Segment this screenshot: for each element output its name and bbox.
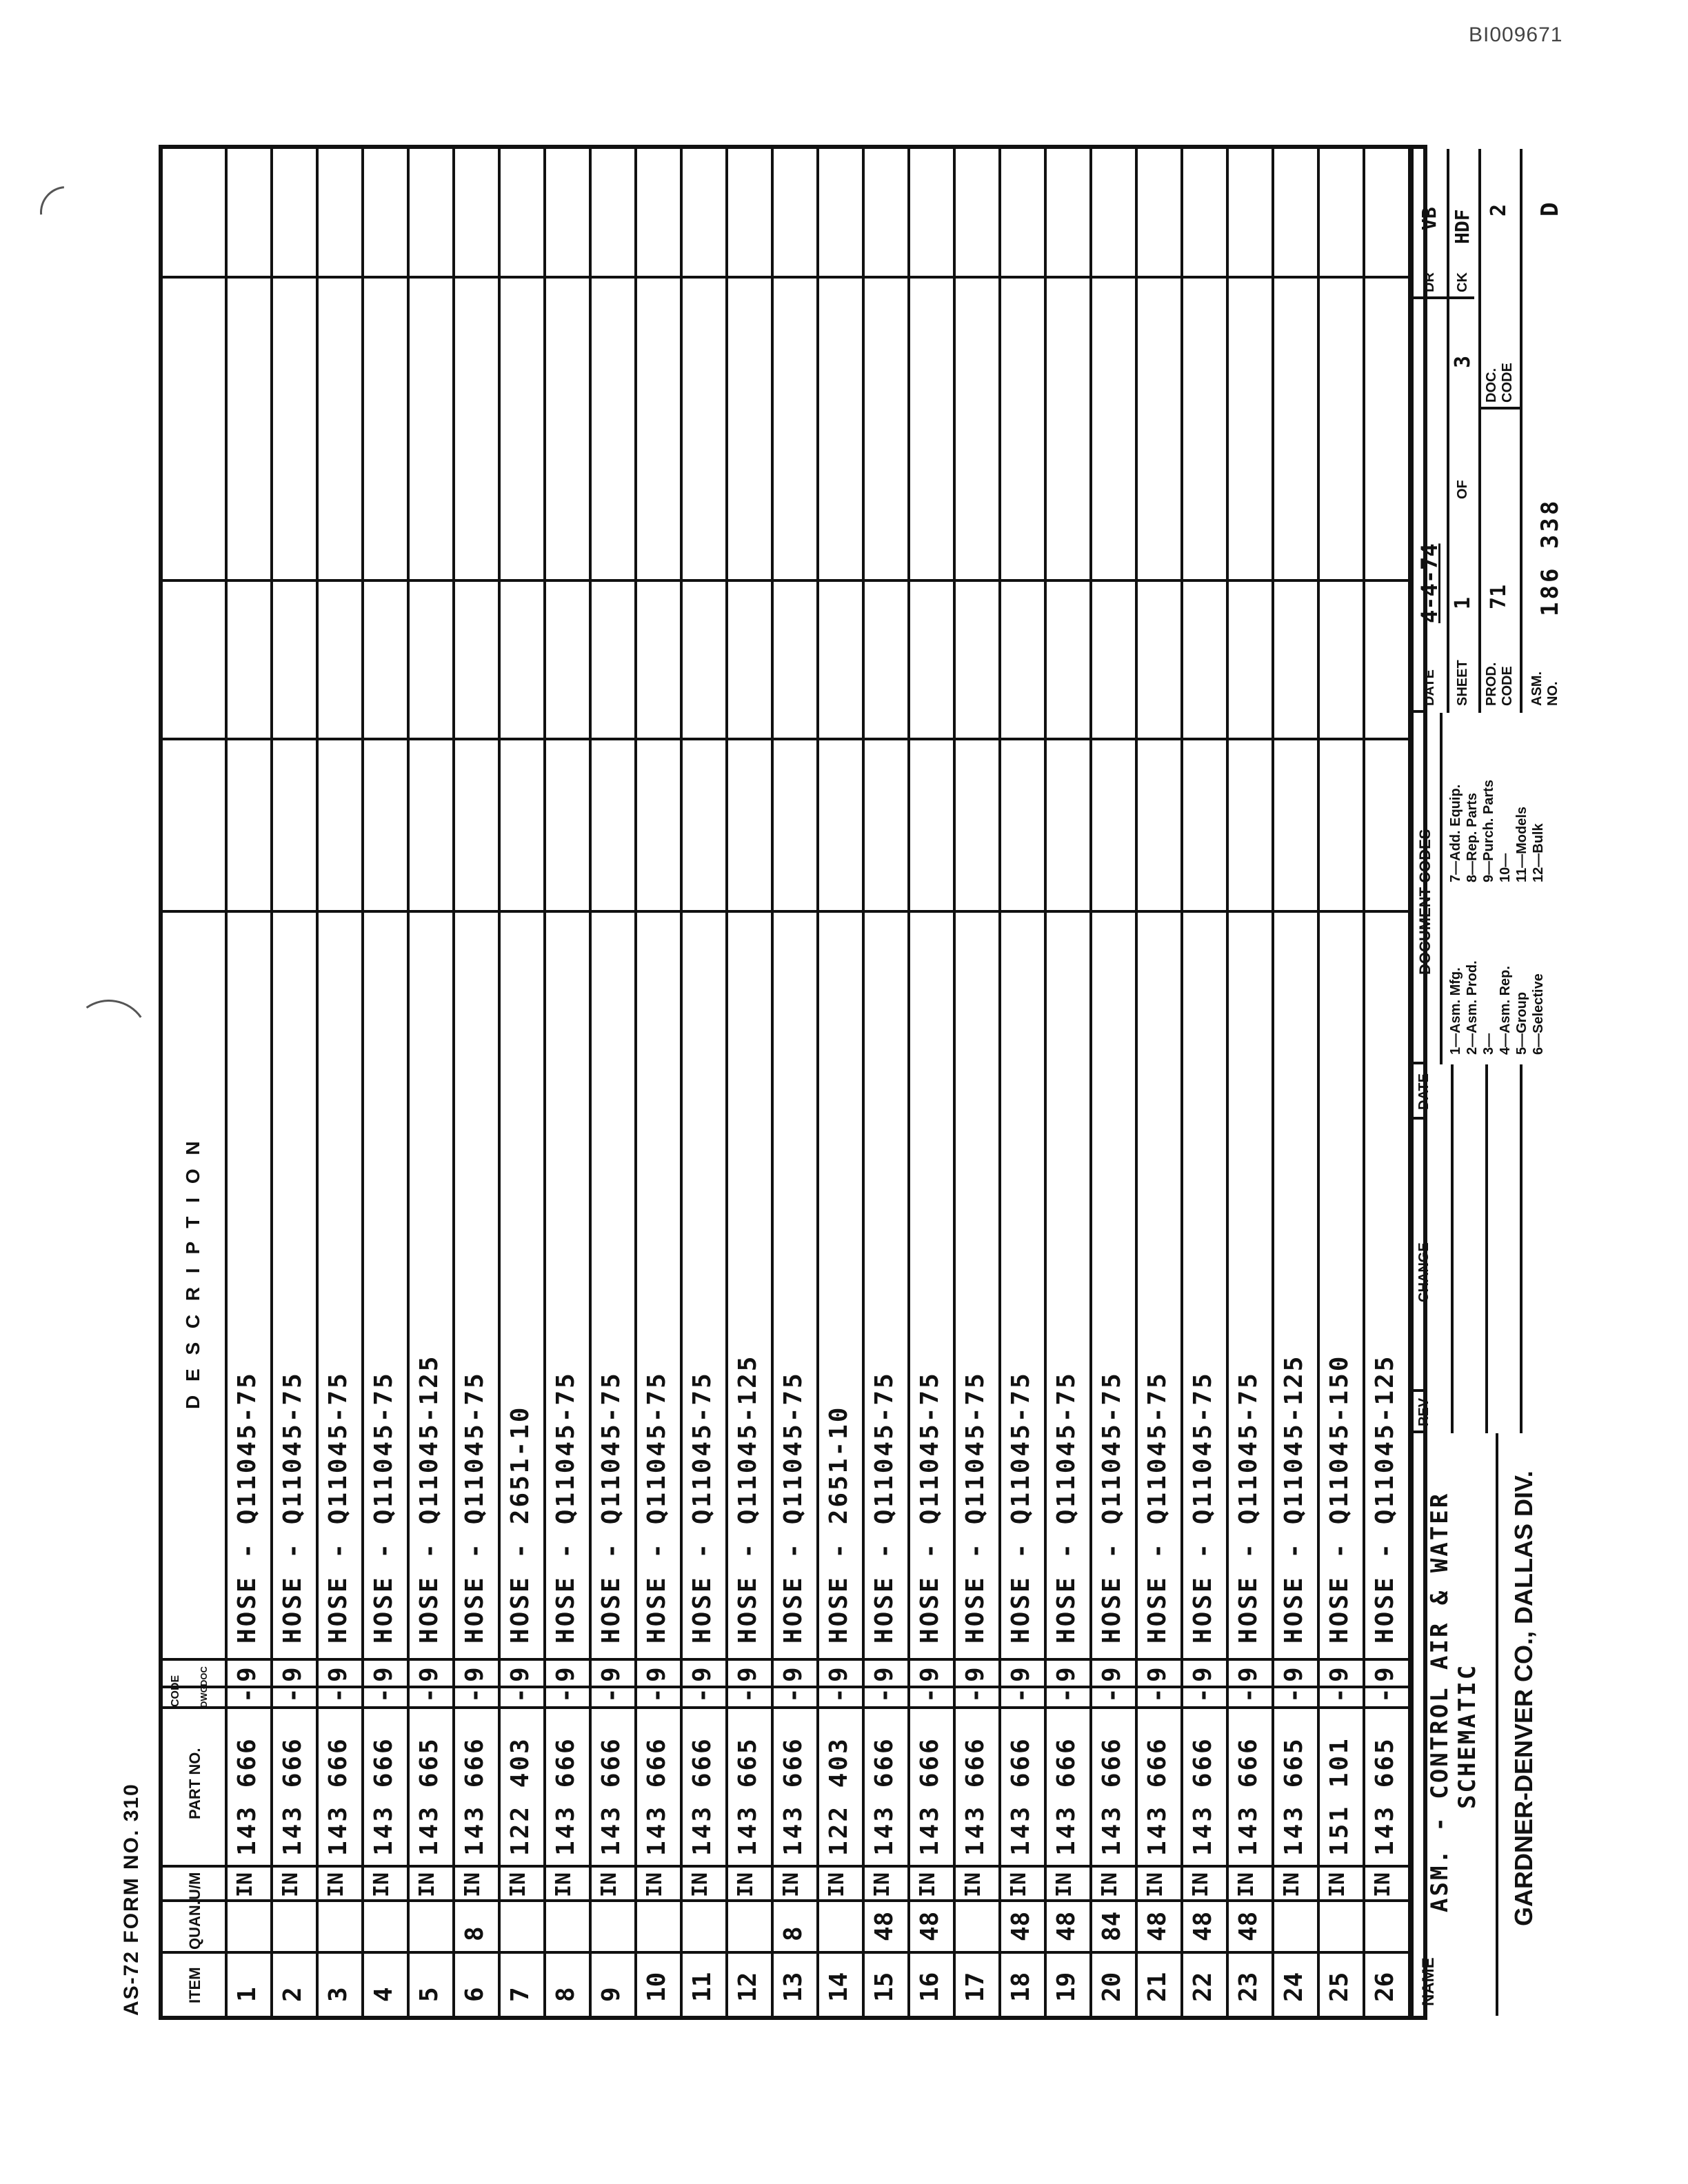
unit-of-measure: IN <box>233 1872 257 1897</box>
part-description: HOSE - Q11045-75 <box>324 1371 352 1644</box>
change-date-label: DATE <box>1416 1073 1431 1110</box>
quantity: 8 <box>779 1926 807 1941</box>
unit-of-measure: IN <box>1143 1872 1167 1897</box>
asm-revision-value: D <box>1536 202 1564 216</box>
row-rule <box>270 149 273 2016</box>
row-rule <box>771 149 774 2016</box>
drawn-by-value: VB <box>1418 207 1440 230</box>
doc-code: 9 <box>370 1667 398 1682</box>
row-rule <box>725 149 728 2016</box>
item-number: 11 <box>688 1972 716 2002</box>
item-number: 10 <box>643 1972 671 2002</box>
doc-code: 9 <box>324 1667 352 1682</box>
unit-of-measure: IN <box>1280 1872 1304 1897</box>
doc-code: 9 <box>552 1667 580 1682</box>
part-number: 143 665 <box>1371 1737 1399 1856</box>
dwg-code: - <box>597 1688 625 1703</box>
document-code-entry: 3— <box>1481 1033 1496 1055</box>
part-description: HOSE - Q11045-75 <box>1098 1371 1126 1644</box>
row-rule <box>907 149 910 2016</box>
info-rule <box>1478 149 1481 713</box>
document-code-entry: 4—Asm. Rep. <box>1498 966 1513 1055</box>
dwg-code: - <box>552 1688 580 1703</box>
dwg-code: - <box>461 1688 489 1703</box>
row-rule <box>862 149 865 2016</box>
dwg-code: - <box>324 1688 352 1703</box>
unit-of-measure: IN <box>506 1872 530 1897</box>
change-label: CHANGE <box>1416 1242 1431 1302</box>
item-number: 19 <box>1052 1972 1081 2002</box>
part-number: 151 101 <box>1325 1737 1354 1856</box>
document-code-entry: 6—Selective <box>1531 973 1546 1055</box>
document-code-entry: 8—Rep. Parts <box>1465 792 1480 882</box>
part-description: HOSE - Q11045-75 <box>688 1371 716 1644</box>
doc-code: 9 <box>916 1667 944 1682</box>
row-rule <box>1363 149 1365 2016</box>
item-number: 4 <box>370 1987 398 2002</box>
asm-no-value: 186 338 <box>1536 498 1564 616</box>
dwg-code: - <box>825 1688 853 1703</box>
doc-code: 9 <box>279 1667 307 1682</box>
document-codes-label: DOCUMENT CODES <box>1416 829 1434 975</box>
part-description: HOSE - 2651-10 <box>825 1405 853 1644</box>
row-rule <box>589 149 592 2016</box>
item-number: 15 <box>870 1972 898 2002</box>
part-number: 143 666 <box>1098 1737 1126 1856</box>
item-number: 25 <box>1325 1972 1354 2002</box>
row-rule <box>998 149 1001 2016</box>
dwg-code: - <box>916 1688 944 1703</box>
of-label: OF <box>1455 480 1470 499</box>
company-rule <box>1496 1433 1498 2016</box>
part-description: HOSE - Q11045-75 <box>1052 1371 1081 1644</box>
part-number: 143 666 <box>597 1737 625 1856</box>
doc-code: 9 <box>779 1667 807 1682</box>
item-number: 22 <box>1189 1972 1217 2002</box>
part-number: 143 665 <box>1280 1737 1308 1856</box>
unit-of-measure: IN <box>870 1872 894 1897</box>
part-number: 143 666 <box>1007 1737 1035 1856</box>
sheet-value: 1 <box>1451 596 1475 609</box>
doc-code: 9 <box>1325 1667 1354 1682</box>
unit-of-measure: IN <box>688 1872 712 1897</box>
dwg-code: - <box>1189 1688 1217 1703</box>
row-rule <box>634 149 637 2016</box>
row-rule <box>1317 149 1320 2016</box>
part-description: HOSE - Q11045-75 <box>233 1371 261 1644</box>
assembly-name: ASM. - CONTROL AIR & WATER <box>1426 1491 1454 1912</box>
doc-code-value: 2 <box>1487 203 1511 216</box>
item-number: 17 <box>961 1972 989 2002</box>
title-block-rule <box>1409 1117 1425 1120</box>
part-description: HOSE - Q11045-125 <box>1371 1354 1399 1644</box>
row-rule <box>1180 149 1183 2016</box>
parts-list-form <box>120 145 1564 2020</box>
doc-code: 9 <box>643 1667 671 1682</box>
unit-of-measure: IN <box>415 1872 439 1897</box>
part-description: HOSE - Q11045-75 <box>552 1371 580 1644</box>
change-row-rule <box>1520 1064 1523 1433</box>
part-number: 143 666 <box>552 1737 580 1856</box>
date-label: DATE <box>1422 669 1437 706</box>
document-code-entry: 2—Asm. Prod. <box>1465 960 1480 1055</box>
dwg-code: - <box>506 1688 534 1703</box>
part-number: 143 665 <box>734 1737 762 1856</box>
unit-of-measure: IN <box>324 1872 348 1897</box>
doc-code-label: DOC. CODE <box>1484 363 1515 403</box>
part-number: 143 666 <box>961 1737 989 1856</box>
parts-table <box>163 149 1564 2016</box>
dwg-code: - <box>415 1688 443 1703</box>
item-number: 2 <box>279 1987 307 2002</box>
part-number: 143 666 <box>279 1737 307 1856</box>
row-rule <box>543 149 546 2016</box>
quan-header: QUAN. <box>186 1901 203 1950</box>
title-block-rule <box>1409 1430 1425 1433</box>
row-rule <box>1226 149 1229 2016</box>
part-description: HOSE - Q11045-75 <box>643 1371 671 1644</box>
doc-code: 9 <box>688 1667 716 1682</box>
part-number: 143 665 <box>415 1737 443 1856</box>
info-rule <box>1478 407 1520 410</box>
doc-code: 9 <box>961 1667 989 1682</box>
part-number: 143 666 <box>870 1737 898 1856</box>
change-row-rule <box>1451 1064 1454 1433</box>
codes-rule <box>1440 713 1443 1064</box>
column-rule <box>163 276 1409 279</box>
dwg-code: - <box>1325 1688 1354 1703</box>
dwg-code: - <box>1234 1688 1263 1703</box>
unit-of-measure: IN <box>1098 1872 1122 1897</box>
doc-code: 9 <box>506 1667 534 1682</box>
part-number: 143 666 <box>461 1737 489 1856</box>
part-description: HOSE - Q11045-75 <box>916 1371 944 1644</box>
part-description: HOSE - Q11045-75 <box>961 1371 989 1644</box>
column-rule <box>163 1658 1409 1661</box>
sheet-label: SHEET <box>1455 660 1470 706</box>
dwg-code: - <box>370 1688 398 1703</box>
item-number: 26 <box>1371 1972 1399 2002</box>
quantity: 48 <box>1234 1911 1263 1941</box>
row-rule <box>498 149 501 2016</box>
document-code-entry: 1—Asm. Mfg. <box>1448 967 1463 1055</box>
doc-code: 9 <box>1234 1667 1263 1682</box>
description-header: D E S C R I P T I O N <box>182 1137 203 1409</box>
item-number: 6 <box>461 1987 489 2002</box>
part-description: HOSE - Q11045-75 <box>597 1371 625 1644</box>
part-description: HOSE - Q11045-125 <box>415 1354 443 1644</box>
scan-artifact-arc <box>29 175 103 249</box>
unit-of-measure: IN <box>1371 1872 1395 1897</box>
quantity: 48 <box>1052 1911 1081 1941</box>
title-block-rule <box>1409 1389 1425 1392</box>
doc-code: 9 <box>1052 1667 1081 1682</box>
document-code-entry: 7—Add. Equip. <box>1448 784 1463 882</box>
unit-of-measure: IN <box>370 1872 394 1897</box>
scan-artifact-arc <box>63 993 155 1086</box>
doc-code: 9 <box>1189 1667 1217 1682</box>
doc-code: 9 <box>597 1667 625 1682</box>
column-rule <box>163 738 1409 740</box>
unit-of-measure: IN <box>1052 1872 1076 1897</box>
unit-of-measure: IN <box>734 1872 758 1897</box>
item-number: 1 <box>233 1987 261 2002</box>
dwg-code: - <box>1143 1688 1172 1703</box>
row-rule <box>680 149 683 2016</box>
part-number: 143 666 <box>370 1737 398 1856</box>
unit-of-measure: IN <box>961 1872 985 1897</box>
quantity: 48 <box>1007 1911 1035 1941</box>
company-name: GARDNER-DENVER CO., DALLAS DIV. <box>1509 1470 1538 1926</box>
um-header: U/M <box>186 1872 203 1900</box>
part-number: 143 666 <box>233 1737 261 1856</box>
dwg-code: - <box>779 1688 807 1703</box>
part-description: HOSE - Q11045-125 <box>734 1354 762 1644</box>
document-code-entry: 9—Purch. Parts <box>1481 780 1496 882</box>
quantity: 48 <box>1189 1911 1217 1941</box>
item-number: 13 <box>779 1972 807 2002</box>
title-block-rule <box>1409 710 1425 713</box>
item-number: 8 <box>552 1987 580 2002</box>
dwg-code: - <box>1280 1688 1308 1703</box>
row-rule <box>361 149 364 2016</box>
dwg-code: - <box>643 1688 671 1703</box>
column-rule <box>163 1951 1409 1954</box>
row-rule <box>1272 149 1274 2016</box>
doc-code: 9 <box>1280 1667 1308 1682</box>
rev-label: REV <box>1416 1397 1431 1426</box>
part-description: HOSE - Q11045-75 <box>779 1371 807 1644</box>
document-code-entry: 10— <box>1498 853 1513 882</box>
quantity: 84 <box>1098 1911 1126 1941</box>
item-number: 24 <box>1280 1972 1308 2002</box>
row-rule <box>316 149 319 2016</box>
part-number: 122 403 <box>825 1737 853 1856</box>
item-number: 9 <box>597 1987 625 2002</box>
dwg-code: - <box>870 1688 898 1703</box>
part-number: 122 403 <box>506 1737 534 1856</box>
part-description: HOSE - Q11045-75 <box>1189 1371 1217 1644</box>
dwg-code: - <box>233 1688 261 1703</box>
unit-of-measure: IN <box>643 1872 667 1897</box>
title-block-rule <box>1409 149 1414 2016</box>
info-rule <box>1447 149 1449 713</box>
row-rule <box>452 149 455 2016</box>
item-number: 20 <box>1098 1972 1126 2002</box>
part-description: HOSE - Q11045-75 <box>870 1371 898 1644</box>
dwg-code: - <box>961 1688 989 1703</box>
doc-code: 9 <box>1007 1667 1035 1682</box>
row-rule <box>953 149 956 2016</box>
item-number: 12 <box>734 1972 762 2002</box>
part-number: 143 666 <box>643 1737 671 1856</box>
unit-of-measure: IN <box>597 1872 621 1897</box>
drawn-by-label: DR <box>1422 272 1437 292</box>
code-dwg-header: DWG <box>199 1686 209 1708</box>
change-row-rule <box>1485 1064 1488 1433</box>
row-rule <box>1089 149 1092 2016</box>
form-number: AS-72 FORM NO. 310 <box>120 1783 143 2016</box>
part-description: HOSE - Q11045-75 <box>370 1371 398 1644</box>
doc-code: 9 <box>734 1667 762 1682</box>
doc-code: 9 <box>233 1667 261 1682</box>
doc-code: 9 <box>870 1667 898 1682</box>
assembly-name-line2: SCHEMATIC <box>1454 1663 1481 1809</box>
document-code-entry: 11—Models <box>1514 806 1529 882</box>
prod-code-value: 71 <box>1487 584 1511 609</box>
dwg-code: - <box>1371 1688 1399 1703</box>
column-rule <box>163 910 1409 913</box>
row-rule <box>407 149 410 2016</box>
item-header: ITEM <box>186 1967 203 2003</box>
item-number: 7 <box>506 1987 534 2002</box>
doc-code: 9 <box>1371 1667 1399 1682</box>
part-number: 143 666 <box>916 1737 944 1856</box>
part-number: 143 666 <box>1143 1737 1172 1856</box>
checked-by-label: CK <box>1455 272 1470 292</box>
item-number: 23 <box>1234 1972 1263 2002</box>
item-number: 14 <box>825 1972 853 2002</box>
part-number: 143 666 <box>1052 1737 1081 1856</box>
part-number: 143 666 <box>688 1737 716 1856</box>
info-rule <box>1409 296 1474 299</box>
prod-code-label: PROD. CODE <box>1484 662 1515 706</box>
doc-code: 9 <box>1143 1667 1172 1682</box>
doc-code: 9 <box>1098 1667 1126 1682</box>
unit-of-measure: IN <box>825 1872 849 1897</box>
part-number: 143 666 <box>324 1737 352 1856</box>
part-description: HOSE - 2651-10 <box>506 1405 534 1644</box>
row-rule <box>1044 149 1047 2016</box>
asm-no-label: ASM. NO. <box>1529 671 1560 706</box>
document-code-entry: 12—Bulk <box>1531 823 1546 882</box>
row-rule <box>225 149 228 2016</box>
part-number: 143 666 <box>1234 1737 1263 1856</box>
item-number: 21 <box>1143 1972 1172 2002</box>
part-description: HOSE - Q11045-75 <box>279 1371 307 1644</box>
name-label: NAME <box>1419 1957 1438 2006</box>
unit-of-measure: IN <box>1234 1872 1258 1897</box>
bates-number: BI009671 <box>1469 23 1563 46</box>
part-description: HOSE - Q11045-125 <box>1280 1354 1308 1644</box>
doc-code: 9 <box>461 1667 489 1682</box>
item-number: 3 <box>324 1987 352 2002</box>
part-description: HOSE - Q11045-75 <box>1143 1371 1172 1644</box>
quantity: 8 <box>461 1926 489 1941</box>
column-rule <box>163 1865 1409 1868</box>
unit-of-measure: IN <box>1189 1872 1213 1897</box>
title-block-rule <box>1409 1062 1425 1064</box>
part-description: HOSE - Q11045-75 <box>461 1371 489 1644</box>
part-number: 143 666 <box>1189 1737 1217 1856</box>
row-rule <box>1135 149 1138 2016</box>
doc-code: 9 <box>825 1667 853 1682</box>
dwg-code: - <box>279 1688 307 1703</box>
column-rule <box>163 579 1409 582</box>
document-code-entry: 5—Group <box>1514 991 1529 1055</box>
part-number: 143 666 <box>779 1737 807 1856</box>
part-description: HOSE - Q11045-150 <box>1325 1354 1354 1644</box>
code-doc-header: DOC <box>199 1666 209 1686</box>
part-no-header: PART NO. <box>186 1748 203 1819</box>
dwg-code: - <box>734 1688 762 1703</box>
column-rule <box>163 1899 1409 1902</box>
part-description: HOSE - Q11045-75 <box>1234 1371 1263 1644</box>
checked-by-value: HDF <box>1451 209 1474 244</box>
dwg-code: - <box>688 1688 716 1703</box>
date-value: 4-4-74 <box>1416 543 1443 623</box>
of-value: 3 <box>1451 355 1475 368</box>
unit-of-measure: IN <box>1325 1872 1349 1897</box>
quantity: 48 <box>916 1911 944 1941</box>
doc-code: 9 <box>415 1667 443 1682</box>
item-number: 18 <box>1007 1972 1035 2002</box>
dwg-code: - <box>1098 1688 1126 1703</box>
unit-of-measure: IN <box>552 1872 576 1897</box>
dwg-code: - <box>1007 1688 1035 1703</box>
item-number: 16 <box>916 1972 944 2002</box>
code-header: CODE <box>170 1675 181 1707</box>
item-number: 5 <box>415 1987 443 2002</box>
quantity: 48 <box>1143 1911 1172 1941</box>
unit-of-measure: IN <box>916 1872 940 1897</box>
row-rule <box>816 149 819 2016</box>
dwg-code: - <box>1052 1688 1081 1703</box>
unit-of-measure: IN <box>779 1872 803 1897</box>
part-description: HOSE - Q11045-75 <box>1007 1371 1035 1644</box>
info-rule <box>1520 149 1523 713</box>
unit-of-measure: IN <box>461 1872 485 1897</box>
unit-of-measure: IN <box>1007 1872 1031 1897</box>
quantity: 48 <box>870 1911 898 1941</box>
unit-of-measure: IN <box>279 1872 303 1897</box>
column-rule <box>163 1706 1409 1709</box>
